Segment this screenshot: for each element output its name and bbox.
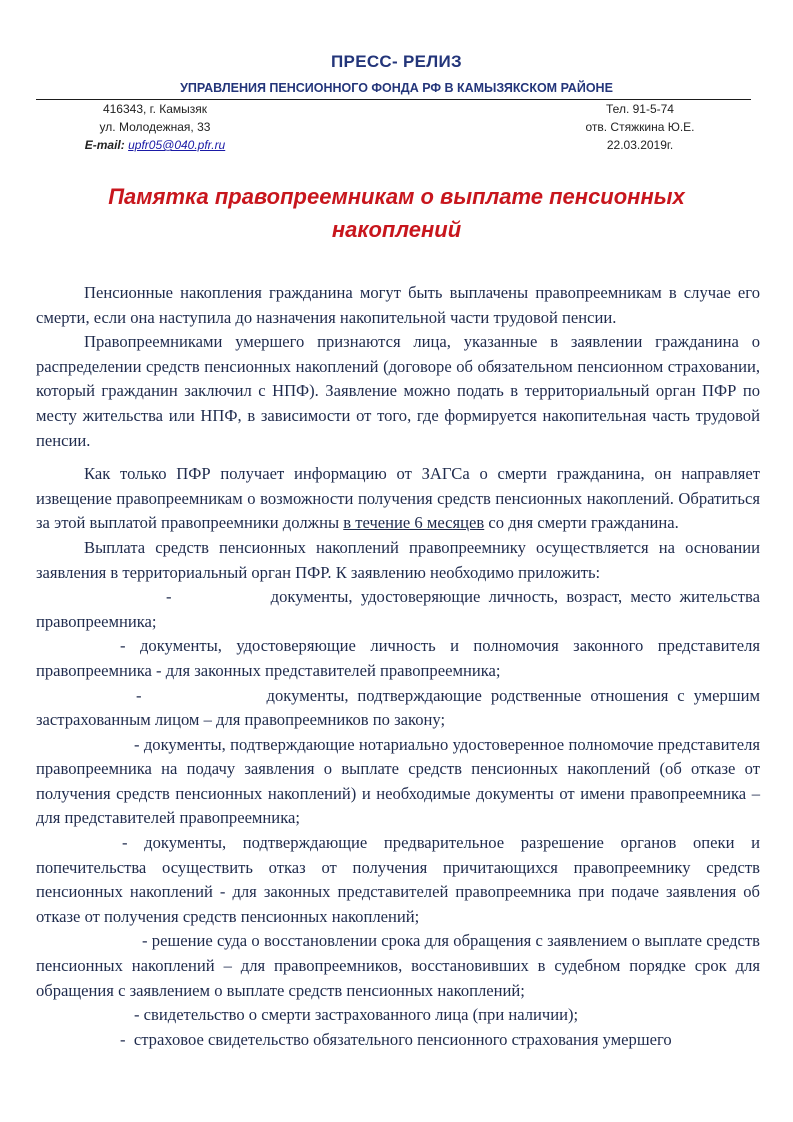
press-release-title: ПРЕСС- РЕЛИЗ (331, 52, 462, 71)
list-item: - документы, подтверждающие родственные отношения с умершим застрахованным лицом – для правопреемников по закону; (36, 685, 765, 730)
responsible-person: отв. Стяжкина Ю.Е. (585, 120, 695, 134)
paragraph-3-start: Как только ПФР получает информацию от ЗАГСа о смерти гражданина, он направляет извещение правопреемникам о возможности получения средств пенсионных накоплений. Обратиться за этой выплатой правопреемники должны (36, 464, 760, 533)
deadline-underlined: в течение 6 месяцев (343, 513, 485, 533)
paragraph-4: Выплата средств пенсионных накоплений правопреемнику осуществляется на основании заявления в территориальный орган ПФР. К заявлению необходимо приложить: (36, 537, 760, 582)
document-title: Памятка правопреемникам о выплате пенсионных накоплений (108, 184, 685, 242)
list-item: - документы, удостоверяющие личность, возраст, место жительства правопреемника; (36, 587, 765, 631)
list-item: - страховое свидетельство обязательного пенсионного страхования умершего (120, 1029, 672, 1049)
address-line-1: 416343, г. Камызяк (102, 102, 208, 116)
paragraph-3-end: со дня смерти гражданина. (484, 513, 679, 533)
paragraph-3 (36, 462, 760, 536)
contact-info-block (570, 100, 710, 154)
list-item: - документы, подтверждающие предварительное разрешение органов опеки и попечительства осуществить отказ от получения причитающихся правопреемнику средств пенсионных накоплений - для законных представителей правопреемника при подаче заявления об отказе от получения средств пенсионных накоплений; (36, 833, 760, 926)
phone-number: Тел. 91-5-74 (606, 102, 674, 116)
paragraph-2: Правопреемниками умершего признаются лица, указанные в заявлении гражданина о распределении средств пенсионных накоплений (договоре об обязательном пенсионном страховании, который гражданин заключил с НПФ). Заявление можно подать в территориальный орган ПФР по месту жительства или НПФ, в зависимости от того, где формируется накопительная часть трудовой пенсии. (36, 332, 760, 450)
email-label: E-mail: (84, 138, 125, 152)
contact-address-block (80, 100, 230, 154)
release-date: 22.03.2019г. (606, 138, 674, 152)
organization-subtitle: УПРАВЛЕНИЯ ПЕНСИОННОГО ФОНДА РФ В КАМЫЗЯКСКОМ РАЙОНЕ (180, 81, 613, 95)
paragraph-1: Пенсионные накопления гражданина могут быть выплачены правопреемникам в случае его смерти, если она наступила до назначения накопительной части трудовой пенсии. (36, 283, 760, 327)
address-line-2: ул. Молодежная, 33 (99, 120, 211, 134)
email-link[interactable]: upfr05@040.pfr.ru (128, 138, 226, 152)
list-item: - документы, удостоверяющие личность и полномочия законного представителя правопреемника - для законных представителей правопреемника; (36, 636, 760, 680)
list-item: - документы, подтверждающие нотариально удостоверенное полномочие представителя правопреемника на подачу заявления о выплате средств пенсионных накоплений (об отказе от получения средств пенсионных накоплений) и необходимые документы от имени правопреемника – для представителей правопреемника; (36, 734, 760, 828)
email-line (80, 136, 230, 154)
document-body (36, 281, 765, 1052)
list-item: - свидетельство о смерти застрахованного лица (при наличии); (134, 1005, 579, 1025)
list-item: - решение суда о восстановлении срока для обращения с заявлением о выплате средств пенсионных накоплений – для правопреемников, восстановивших в судебном порядке срок для обращения с заявлением о выплате средств пенсионных накоплений; (36, 931, 760, 1000)
